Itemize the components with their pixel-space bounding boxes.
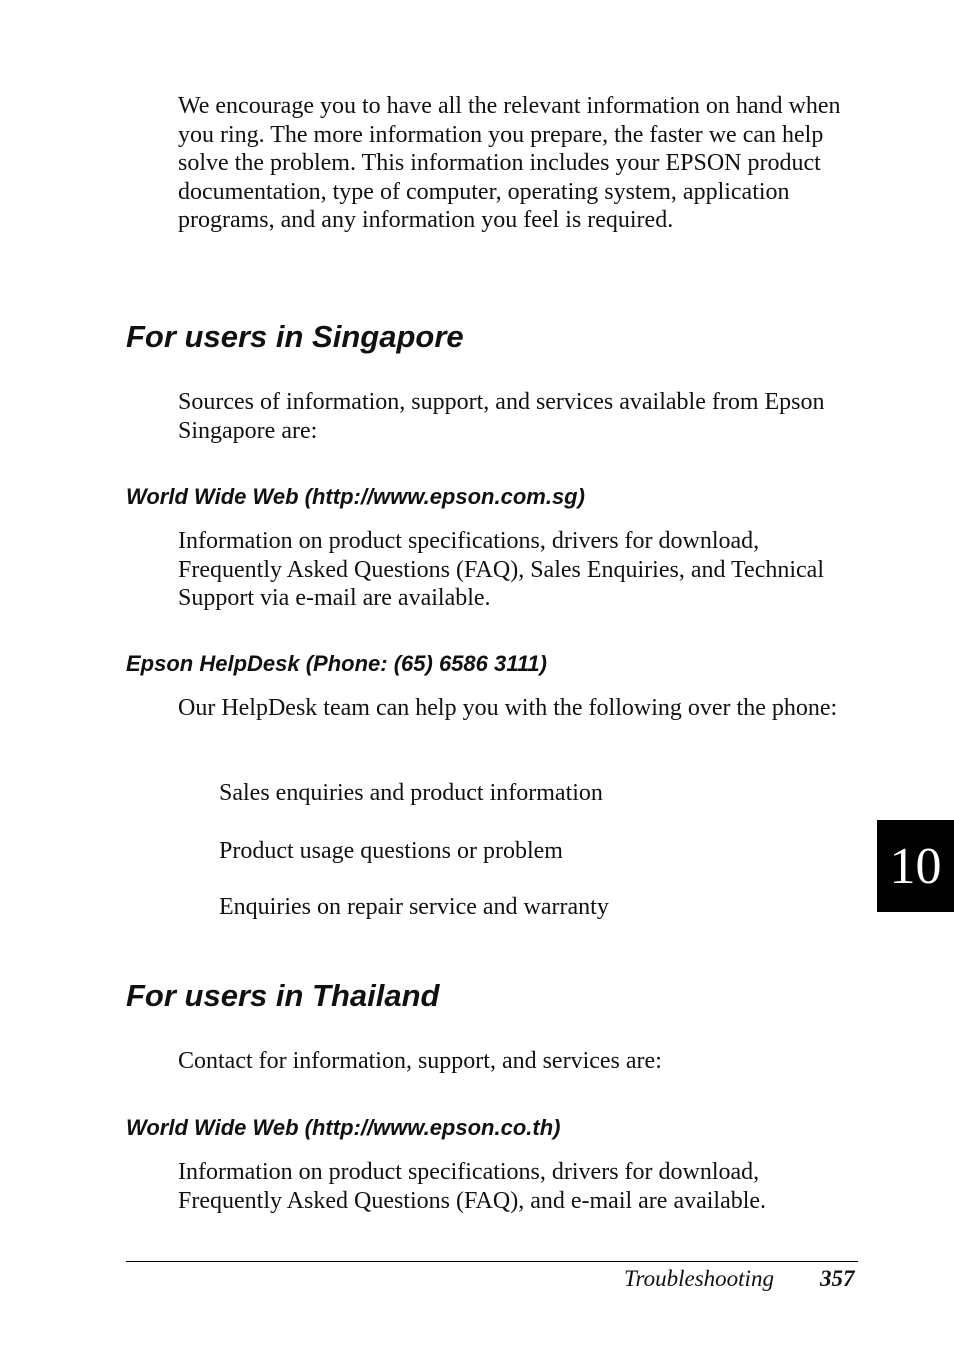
- chapter-tab: 10: [877, 820, 954, 912]
- thailand-heading: For users in Thailand: [126, 978, 440, 1013]
- singapore-web-heading: World Wide Web (http://www.epson.com.sg): [126, 484, 585, 509]
- intro-paragraph: We encourage you to have all the relevant information on hand when you ring. The more information you prepare, the faster we can help solve the problem. This information includes your EPSON product documentation, type of computer, operating system, application programs, and any information you feel is required.: [178, 93, 841, 233]
- page-number: 357: [820, 1266, 855, 1291]
- singapore-helpdesk-heading: Epson HelpDesk (Phone: (65) 6586 3111): [126, 651, 547, 676]
- thailand-intro: Contact for information, support, and services are:: [178, 1048, 662, 1074]
- footer-section-title: Troubleshooting: [624, 1266, 774, 1291]
- footer-divider: [126, 1261, 858, 1262]
- singapore-web-text: Information on product specifications, drivers for download, Frequently Asked Questions (FAQ), Sales Enquiries, and Technical Support via e-mail are available.: [178, 528, 824, 611]
- list-item: Sales enquiries and product information: [219, 780, 603, 806]
- thailand-web-heading: World Wide Web (http://www.epson.co.th): [126, 1115, 561, 1140]
- list-item: Product usage questions or problem: [219, 838, 563, 864]
- singapore-helpdesk-text: Our HelpDesk team can help you with the following over the phone:: [178, 695, 838, 721]
- list-item: Enquiries on repair service and warranty: [219, 894, 609, 920]
- singapore-intro: Sources of information, support, and services available from Epson Singapore are:: [178, 389, 825, 444]
- singapore-heading: For users in Singapore: [126, 319, 464, 354]
- thailand-web-text: Information on product specifications, drivers for download, Frequently Asked Questions (FAQ), and e-mail are available.: [178, 1159, 767, 1214]
